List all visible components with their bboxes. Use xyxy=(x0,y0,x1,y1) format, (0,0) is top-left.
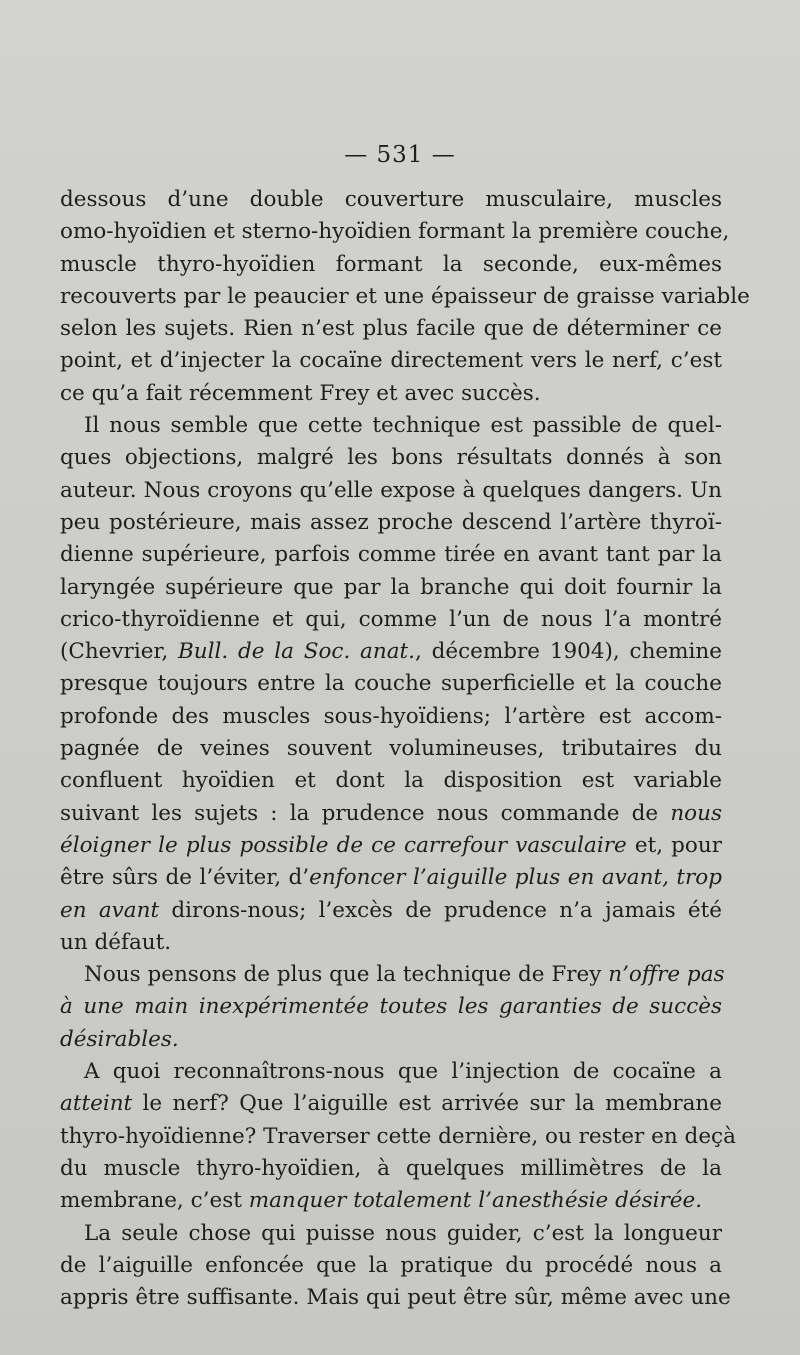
text-line: de l’aiguille enfoncée que la pratique du procédé nous a xyxy=(60,1252,722,1278)
text-run: dirons-nous; l’excès de prudence n’a jamais été xyxy=(159,897,722,923)
page-number: — 531 — xyxy=(344,142,456,168)
text-line xyxy=(60,959,725,991)
text-line xyxy=(60,830,722,862)
text-line xyxy=(60,1024,722,1056)
text-line: point, et d’injecter la cocaïne directement vers le nerf, c’est xyxy=(60,348,722,374)
text-line: La seule chose qui puisse nous guider, c’est la longueur xyxy=(84,1220,722,1246)
text-line: omo-hyoïdien et sterno-hyoïdien formant la première couche, xyxy=(60,219,730,245)
text-line: A quoi reconnaîtrons-nous que l’injection de cocaïne a xyxy=(84,1059,722,1085)
text-line xyxy=(60,636,722,668)
text-line: thyro-hyoïdienne? Traverser cette dernière, ou rester en deçà xyxy=(60,1123,736,1149)
text-line: Il nous semble que cette technique est passible de quel- xyxy=(84,413,722,439)
text-run: , décembre 1904), chemine xyxy=(415,639,722,665)
text-line xyxy=(60,991,722,1023)
text-line: confluent hyoïdien et dont la disposition est variable xyxy=(60,768,722,794)
text-line: ce qu’a fait récemment Frey et avec succès. xyxy=(60,380,541,406)
emphasis-italic: éloigner le plus possible de ce carrefour vasculaire xyxy=(60,832,627,858)
citation-italic: Bull. de la Soc. anat. xyxy=(177,639,416,665)
emphasis-italic: à une main inexpérimentée toutes les garanties de succès xyxy=(60,994,722,1020)
text-line: crico-thyroïdienne et qui, comme l’un de nous l’a montré xyxy=(60,606,722,632)
emphasis-italic: désirables. xyxy=(60,1026,179,1052)
emphasis-italic: nous xyxy=(670,800,722,826)
text-line: muscle thyro-hyoïdien formant la seconde, eux-mêmes xyxy=(60,251,722,277)
text-line xyxy=(60,895,722,927)
text-line xyxy=(60,862,722,894)
text-run: (Chevrier, xyxy=(60,639,178,665)
text-run: Nous pensons de plus que la technique de Frey xyxy=(84,962,609,988)
text-line: dienne supérieure, parfois comme tirée en avant tant par la xyxy=(60,542,722,568)
text-line: presque toujours entre la couche superficielle et la couche xyxy=(60,671,722,697)
text-run: être sûrs de l’éviter, d’ xyxy=(60,865,310,891)
text-line: appris être suffisante. Mais qui peut être sûr, même avec une xyxy=(60,1285,731,1311)
text-run: et, pour xyxy=(626,832,722,858)
emphasis-italic: atteint xyxy=(60,1091,133,1117)
text-run: membrane, c’est xyxy=(60,1188,249,1214)
emphasis-italic: n’offre pas xyxy=(608,962,725,988)
text-line xyxy=(60,798,722,830)
text-run: le nerf? Que l’aiguille est arrivée sur la membrane xyxy=(132,1091,722,1117)
text-line xyxy=(60,1088,722,1120)
text-line: du muscle thyro-hyoïdien, à quelques millimètres de la xyxy=(60,1155,722,1181)
text-line: profonde des muscles sous-hyoïdiens; l’artère est accom- xyxy=(60,703,722,729)
emphasis-italic: en avant xyxy=(60,897,160,923)
text-line: peu postérieure, mais assez proche descend l’artère thyroï- xyxy=(60,509,722,535)
text-line: dessous d’une double couverture musculaire, muscles xyxy=(60,187,722,212)
text-line xyxy=(60,1185,722,1217)
emphasis-italic: enfoncer l’aiguille plus en avant, trop xyxy=(309,865,723,891)
text-run: suivant les sujets : la prudence nous commande de xyxy=(60,800,671,826)
emphasis-italic: manquer totalement l’anesthésie désirée. xyxy=(248,1188,703,1214)
text-line: un défaut. xyxy=(60,929,172,955)
text-line: laryngée supérieure que par la branche qui doit fournir la xyxy=(60,574,722,600)
text-line: auteur. Nous croyons qu’elle expose à quelques dangers. Un xyxy=(60,477,722,503)
text-line: ques objections, malgré les bons résultats donnés à son xyxy=(60,445,722,471)
body-text xyxy=(60,184,750,1314)
text-line: selon les sujets. Rien n’est plus facile que de déterminer ce xyxy=(60,316,722,342)
text-line: pagnée de veines souvent volumineuses, tributaires du xyxy=(60,736,722,762)
text-line: recouverts par le peaucier et une épaisseur de graisse variable xyxy=(60,283,750,309)
